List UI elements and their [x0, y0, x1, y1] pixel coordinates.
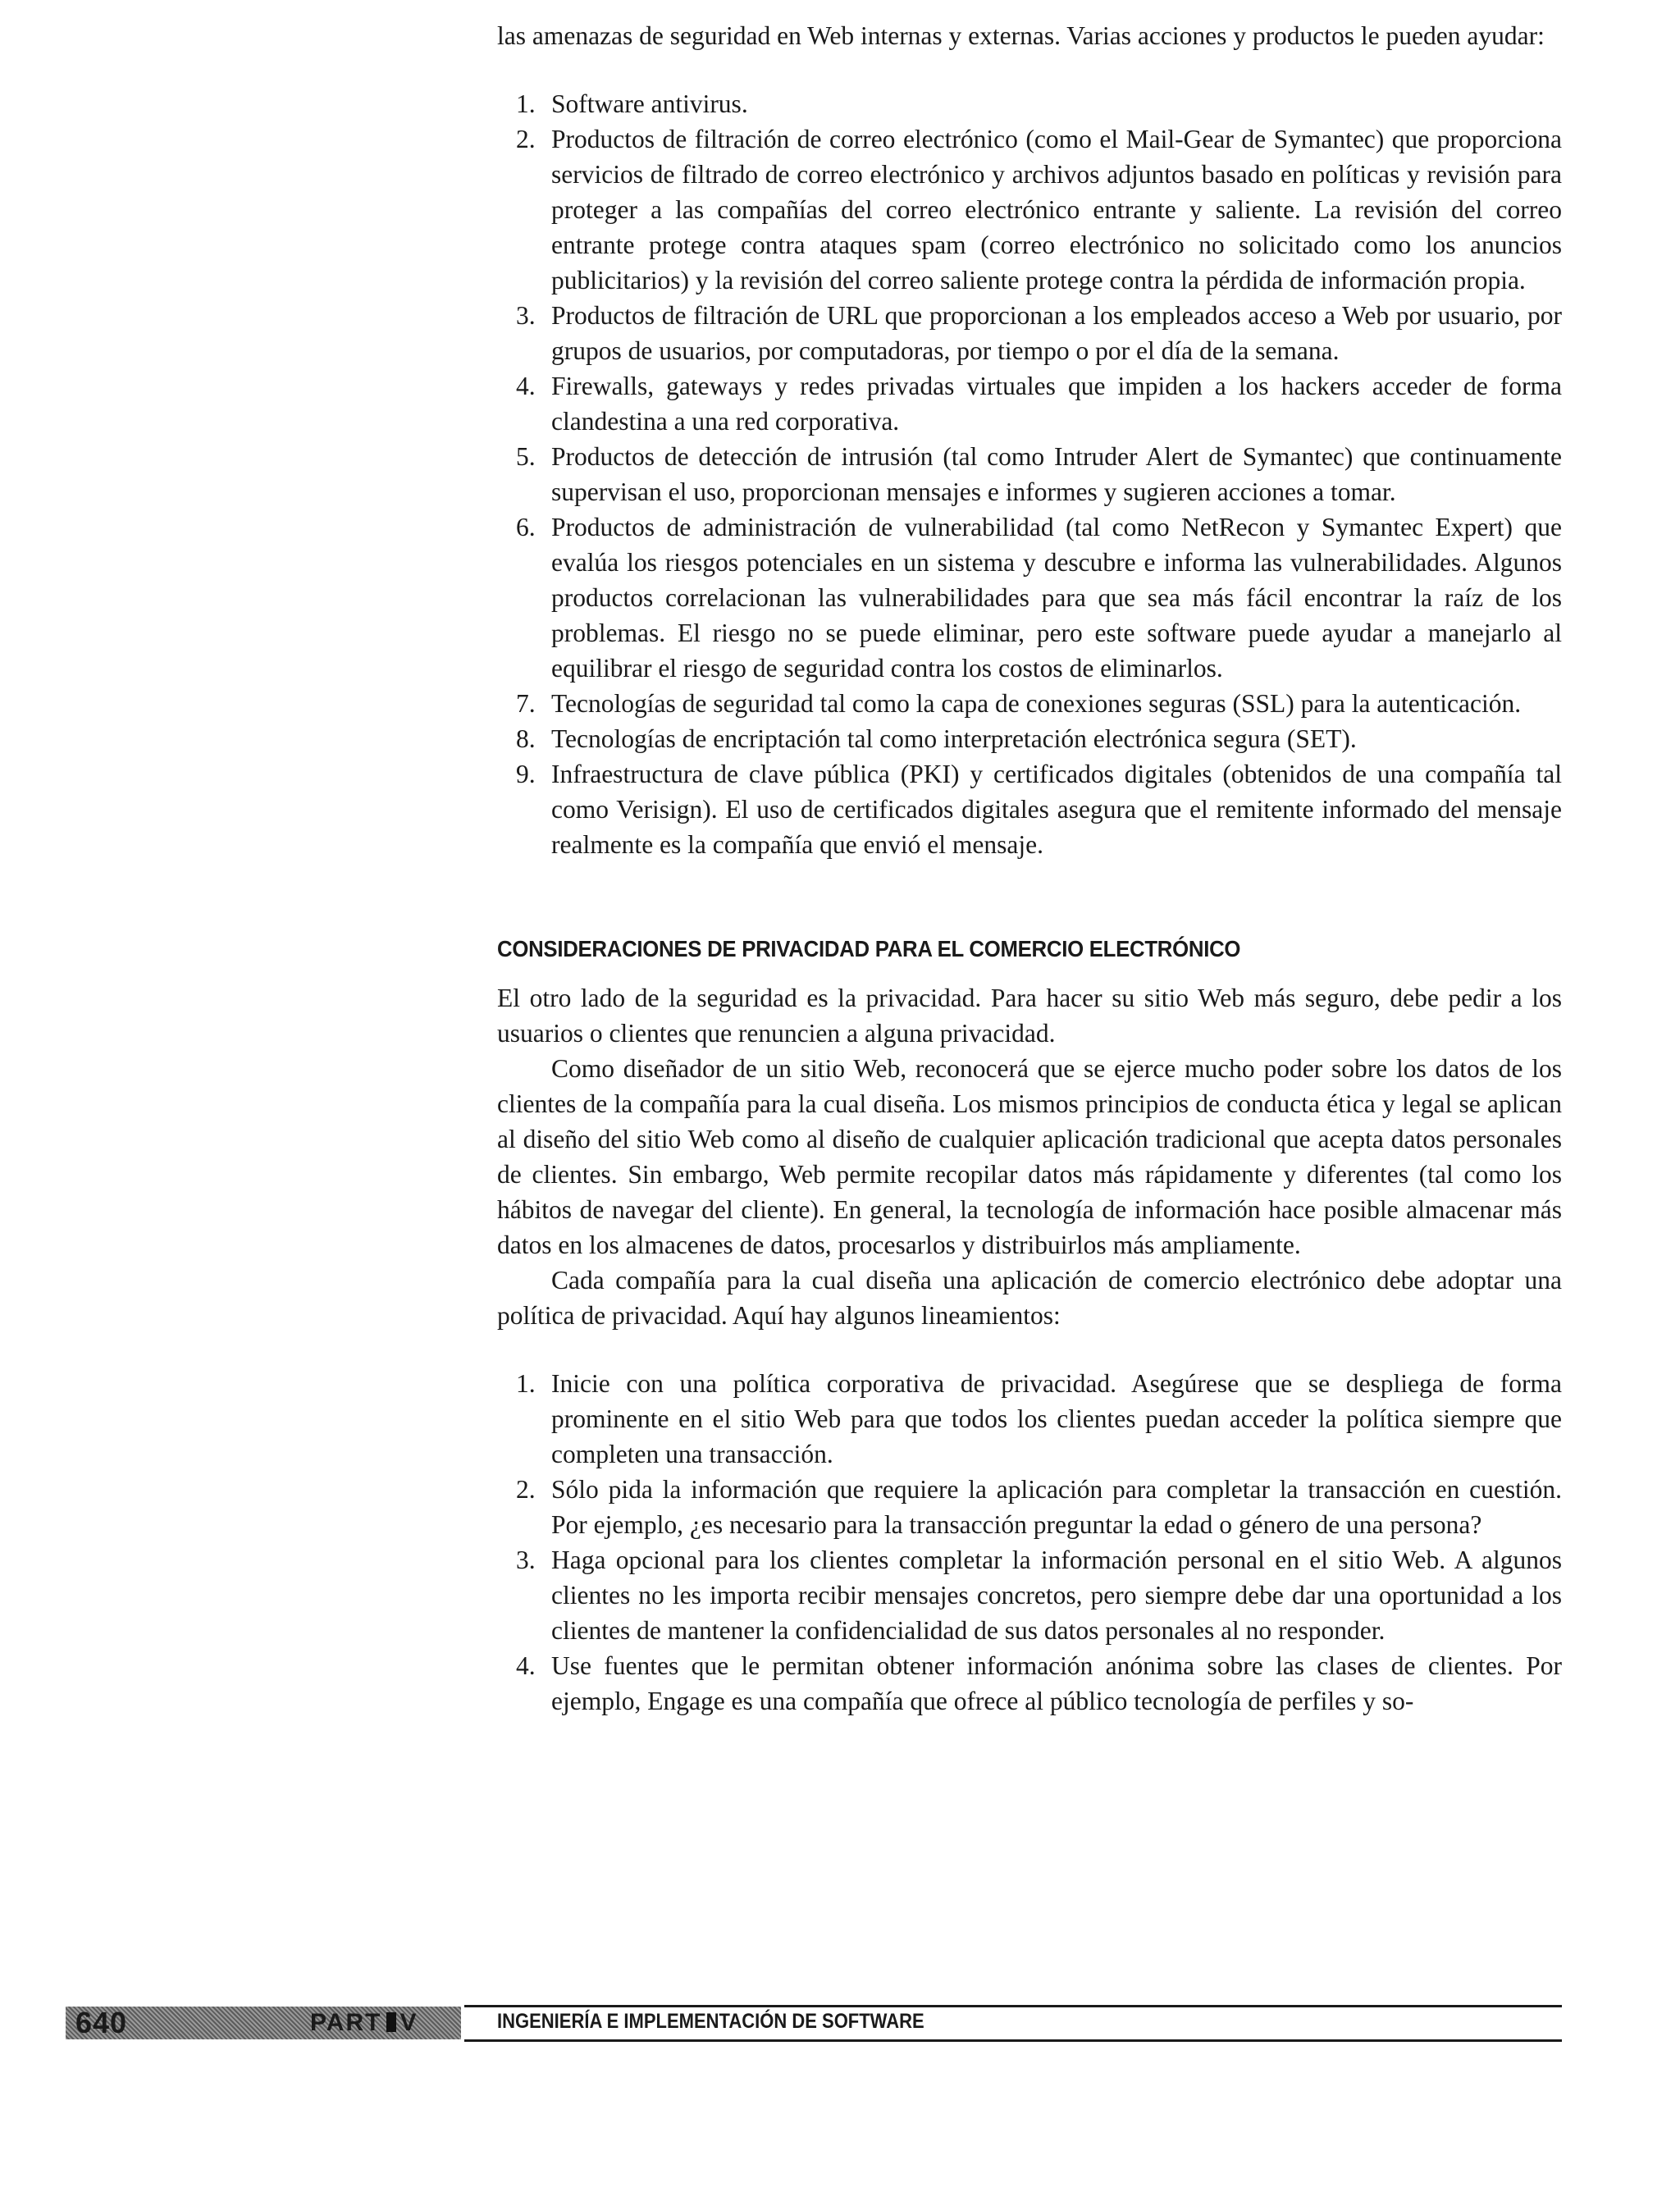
list-item [497, 368, 1562, 439]
running-title: INGENIERÍA E IMPLEMENTACIÓN DE SOFTWARE [497, 2010, 924, 2033]
list-item-text: Inicie con una política corporativa de privacidad. Asegúrese que se despliega de forma prominente en el sitio Web para que todos los clientes puedan acceder la política siempre que completen una transacción. [551, 1369, 1562, 1468]
list-item [497, 756, 1562, 862]
list-item-text: Productos de filtración de URL que proporcionan a los empleados acceso a Web por usuario, por grupos de usuarios, por computadoras, por tiempo o por el día de la semana. [551, 301, 1562, 365]
list-item [497, 509, 1562, 686]
list-number: 8. [516, 724, 536, 753]
list-number: 2. [516, 125, 536, 153]
list-item-text: Tecnologías de encriptación tal como interpretación electrónica segura (SET). [551, 724, 1357, 753]
list-number: 4. [516, 372, 536, 400]
part-label-text: PART [310, 2009, 382, 2036]
part-separator-block [386, 2012, 396, 2032]
page-body [497, 18, 1562, 1719]
list-item-text: Productos de administración de vulnerabilidad (tal como NetRecon y Symantec Expert) que evalúa los riesgos potenciales en un sistema y descubre e informa las vulnerabilidades. Algunos productos correlacionan las vulnerabilidades para que sea más fácil encontrar la raíz de los problemas. El riesgo no se puede eliminar, pero este software puede ayudar a manejarlo al equilibrar el riesgo de seguridad contra los costos de eliminarlos. [551, 513, 1562, 683]
list-item [497, 86, 1562, 121]
part-number: V [399, 2009, 418, 2036]
part-label [310, 2009, 418, 2037]
list-item [497, 1648, 1562, 1719]
list-number: 4. [516, 1651, 536, 1680]
list-item-text: Productos de filtración de correo electrónico (como el Mail-Gear de Symantec) que proporciona servicios de filtrado de correo electrónico y archivos adjuntos basado en políticas y revisión para proteger a las compañías del correo electrónico entrante y saliente. La revisión del correo entrante protege contra ataques spam (correo electrónico no solicitado como los anuncios publicitarios) y la revisión del correo saliente protege contra la pérdida de información propia. [551, 125, 1562, 295]
list-number: 1. [516, 89, 536, 118]
page-number: 640 [75, 2006, 128, 2039]
body-paragraph: Como diseñador de un sitio Web, reconocerá que se ejerce mucho poder sobre los datos de los clientes de la compañía para la cual diseña. Los mismos principios de conducta ética y legal se aplican al diseño del sitio Web como al diseño de cualquier aplicación tradicional que acepta datos personales de clientes. Sin embargo, Web permite recopilar datos más rápidamente y diferentes (tal como los hábitos de navegar del cliente). En general, la tecnología de información hace posible almacenar más datos en los almacenes de datos, procesarlos y distribuirlos más ampliamente. [497, 1054, 1562, 1259]
privacy-guidelines-list [497, 1366, 1562, 1719]
list-item-text: Software antivirus. [551, 89, 748, 118]
security-measures-list [497, 86, 1562, 862]
list-item-text: Firewalls, gateways y redes privadas virtuales que impiden a los hackers acceder de forma clandestina a una red corporativa. [551, 372, 1562, 436]
list-item [497, 1366, 1562, 1472]
body-paragraph: El otro lado de la seguridad es la privacidad. Para hacer su sitio Web más seguro, debe pedir a los usuarios o clientes que renuncien a alguna privacidad. [497, 984, 1562, 1048]
list-number: 2. [516, 1475, 536, 1504]
list-item [497, 439, 1562, 509]
list-number: 3. [516, 301, 536, 330]
list-number: 1. [516, 1369, 536, 1398]
list-item [497, 686, 1562, 721]
body-paragraph: Cada compañía para la cual diseña una aplicación de comercio electrónico debe adoptar una política de privacidad. Aquí hay algunos lineamientos: [497, 1266, 1562, 1330]
list-number: 7. [516, 689, 536, 718]
list-item [497, 1472, 1562, 1542]
list-item-text: Use fuentes que le permitan obtener información anónima sobre las clases de clientes. Por ejemplo, Engage es una compañía que ofrece al público tecnología de perfiles y so- [551, 1651, 1562, 1715]
list-item [497, 721, 1562, 756]
list-number: 9. [516, 760, 536, 788]
list-number: 5. [516, 442, 536, 471]
list-item-text: Tecnologías de seguridad tal como la capa de conexiones seguras (SSL) para la autenticación. [551, 689, 1522, 718]
list-item [497, 1542, 1562, 1648]
section-heading: CONSIDERACIONES DE PRIVACIDAD PARA EL COMERCIO ELECTRÓNICO [497, 936, 1241, 961]
list-item [497, 298, 1562, 368]
list-item-text: Productos de detección de intrusión (tal como Intruder Alert de Symantec) que continuamente supervisan el uso, proporcionan mensajes e informes y sugieren acciones a tomar. [551, 442, 1562, 506]
list-item-text: Haga opcional para los clientes completar la información personal en el sitio Web. A algunos clientes no les importa recibir mensajes concretos, pero siempre debe dar una oportunidad a los clientes de mantener la confidencialidad de sus datos personales al no responder. [551, 1546, 1562, 1645]
list-number: 3. [516, 1546, 536, 1574]
footer-rule-top [464, 2005, 1562, 2007]
footer-rule-bottom [464, 2039, 1562, 2042]
intro-paragraph: las amenazas de seguridad en Web internas y externas. Varias acciones y productos le pueden ayudar: [497, 21, 1545, 50]
list-item-text: Sólo pida la información que requiere la aplicación para completar la transacción en cuestión. Por ejemplo, ¿es necesario para la transacción preguntar la edad o género de una persona? [551, 1475, 1562, 1539]
list-item [497, 121, 1562, 298]
list-number: 6. [516, 513, 536, 541]
list-item-text: Infraestructura de clave pública (PKI) y certificados digitales (obtenidos de una compañía tal como Verisign). El uso de certificados digitales asegura que el remitente informado del mensaje realmente es la compañía que envió el mensaje. [551, 760, 1562, 859]
